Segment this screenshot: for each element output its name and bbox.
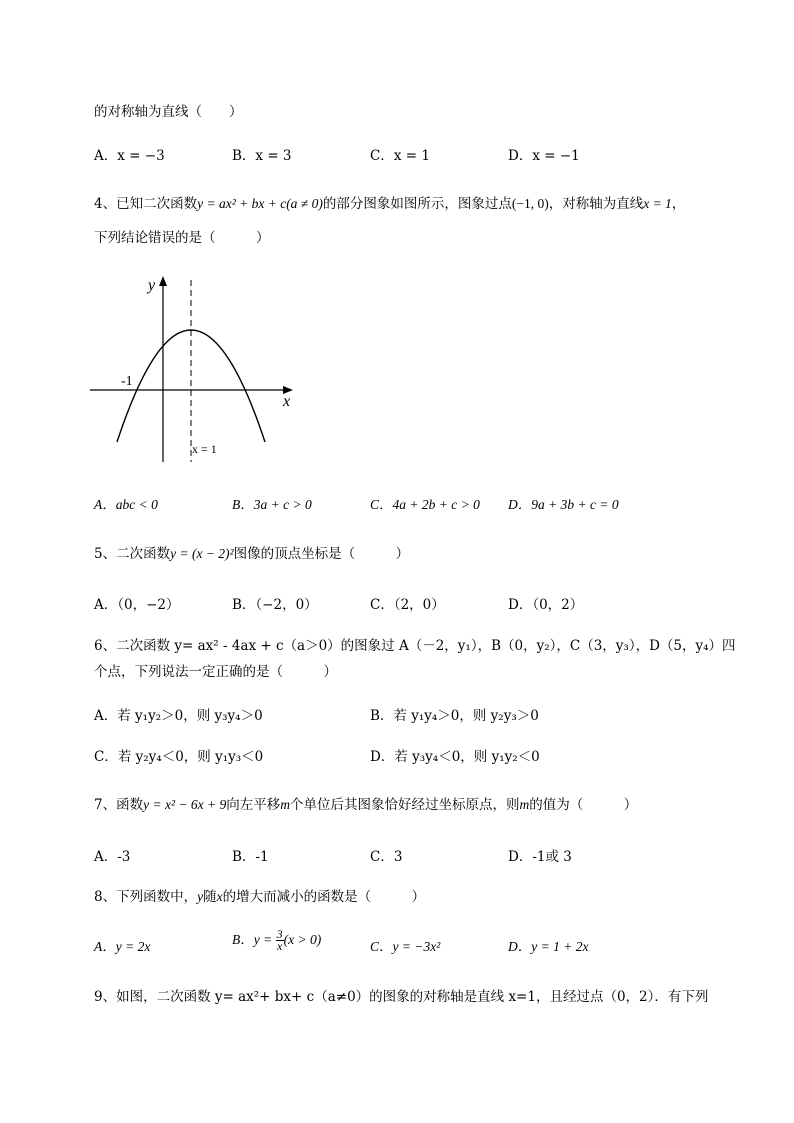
q3-option-a: A．x = −3	[94, 148, 165, 164]
q7-text-4: 的值为（ ）	[529, 797, 638, 813]
q7-text-1: 7、函数	[94, 797, 144, 813]
q4-axis: x = 1	[643, 196, 672, 211]
q5-text-2: 图像的顶点坐标是（ ）	[233, 546, 410, 562]
q6-option-d: D．若 y₃y₄＜0，则 y₁y₂＜0	[370, 749, 540, 765]
q5-stem	[94, 542, 409, 562]
q4-text-3: ，对称轴为直线	[548, 196, 644, 212]
x-axis-label: x	[283, 393, 291, 410]
q8-option-b	[232, 928, 321, 952]
q7-text-3: 个单位后其图象恰好经过坐标原点，则	[289, 797, 520, 813]
q3-stem-tail: 的对称轴为直线（ ）	[94, 104, 243, 120]
q4-stem-line1	[94, 192, 685, 212]
fraction-denominator: x	[276, 939, 283, 954]
q8-option-b-prefix: B．y =	[232, 932, 273, 947]
q8-option-b-fraction	[276, 929, 284, 952]
q4-text-1: 4、已知二次函数	[94, 196, 198, 212]
q6-option-c: C．若 y₂y₄＜0，则 y₁y₃＜0	[94, 749, 264, 765]
q7-m-variable: m	[280, 797, 290, 812]
q4-option-b: B．3a + c > 0	[232, 497, 312, 512]
q4-option-a: A．abc < 0	[94, 497, 158, 512]
q4-option-d: D．9a + 3b + c = 0	[508, 497, 619, 512]
q8-stem	[94, 885, 425, 905]
q7-option-c: C．3	[370, 849, 403, 865]
q7-m-variable-2: m	[519, 797, 530, 812]
y-axis-arrow	[159, 276, 167, 286]
q5-option-b: B．（−2，0）	[232, 597, 318, 613]
q7-option-d: D．-1或 3	[508, 849, 572, 865]
y-axis-label: y	[148, 277, 156, 294]
q6-option-b: B．若 y₁y₄＞0，则 y₂y₃＞0	[370, 708, 539, 724]
q3-option-d: D．x = −1	[508, 148, 580, 164]
neg-one-label: -1	[121, 374, 133, 389]
q8-option-d: D．y = 1 + 2x	[508, 939, 589, 954]
fraction-numerator: 3	[276, 927, 283, 942]
q8-text-2: 随	[203, 889, 217, 905]
q4-point: (−1, 0)	[511, 196, 549, 211]
q7-stem	[94, 793, 637, 813]
q8-y: y	[197, 889, 204, 904]
q4-text-2: 的部分图象如图所示，图象过点	[322, 196, 512, 212]
q6-stem-line2: 个点，下列说法一定正确的是（ ）	[94, 664, 337, 680]
q5-option-a: A．（0，−2）	[94, 597, 180, 613]
q6-option-a: A．若 y₁y₂＞0，则 y₃y₄＞0	[94, 708, 263, 724]
q4-stem-line2: 下列结论错误的是（ ）	[94, 230, 270, 246]
q3-option-c: C．x = 1	[370, 148, 430, 164]
q4-text-4: ，	[671, 196, 686, 212]
q8-option-c: C．y = −3x²	[370, 939, 441, 954]
q8-option-b-suffix: (x > 0)	[283, 932, 322, 947]
parabola-graph	[90, 270, 300, 465]
q6-stem-line1: 6、二次函数 y= ax² - 4ax + c（a＞0）的图象过 A（－2，y₁），B（0，y₂），C（3，y₃），D（5，y₄）四	[94, 638, 736, 654]
q5-option-c: C．（2，0）	[370, 597, 445, 613]
q4-option-c: C．4a + 2b + c > 0	[370, 497, 480, 512]
q8-text-3: 的增大而减小的函数是（ ）	[222, 889, 426, 905]
q5-equation: y = (x − 2)²	[170, 546, 234, 561]
q7-equation: y = x² − 6x + 9	[143, 797, 227, 812]
q3-option-b: B．x = 3	[232, 148, 292, 164]
q9-stem-line1: 9、如图，二次函数 y= ax²+ bx+ c（a≠0）的图象的对称轴是直线 x=1，且经过点（0，2）．有下列	[94, 989, 709, 1005]
q7-option-b: B．-1	[232, 849, 269, 865]
q7-option-a: A．-3	[94, 849, 131, 865]
q8-x: x	[216, 889, 223, 904]
q5-option-d: D．（0，2）	[508, 597, 584, 613]
q5-text-1: 5、二次函数	[94, 546, 171, 562]
q4-equation: y = ax² + bx + c(a ≠ 0)	[197, 196, 323, 211]
q8-option-a: A．y = 2x	[94, 939, 151, 954]
q8-text-1: 8、下列函数中，	[94, 889, 198, 905]
symmetry-axis-label: x = 1	[192, 442, 217, 456]
q7-text-2: 向左平移	[226, 797, 281, 813]
